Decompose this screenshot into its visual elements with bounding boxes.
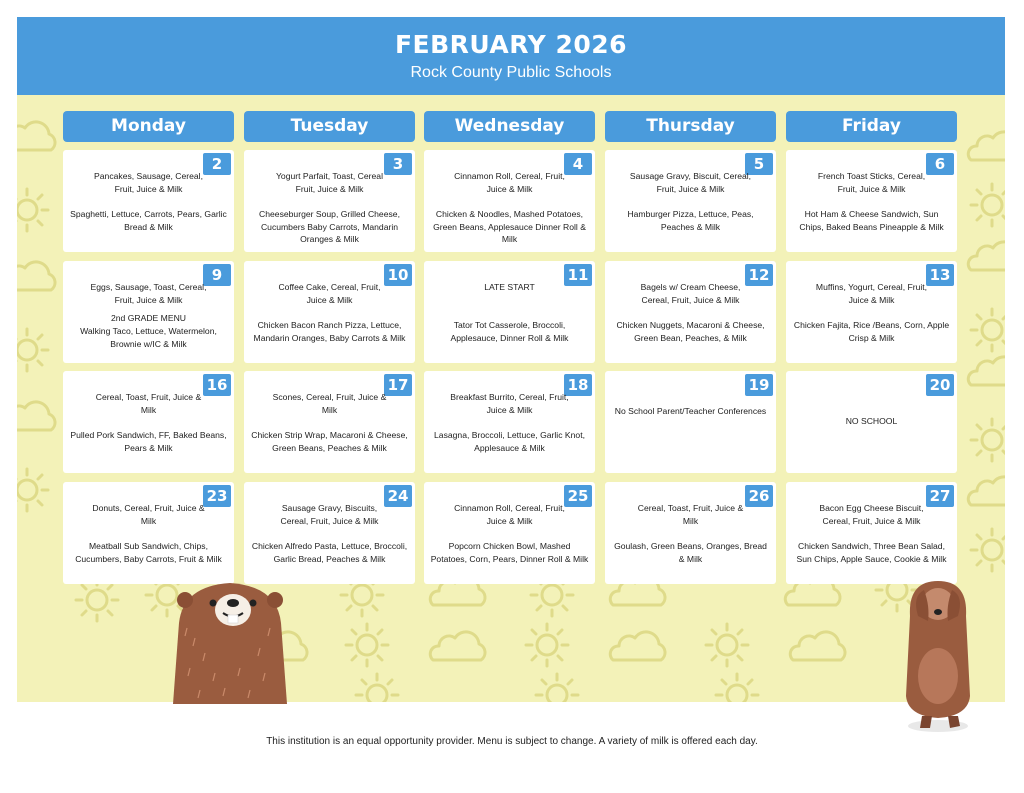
page-title: FEBRUARY 2026 [394,30,628,59]
day-cell [63,261,234,363]
breakfast-menu: Breakfast Burrito, Cereal, Fruit, Juice & Milk [450,392,569,415]
lunch-menu: Popcorn Chicken Bowl, Mashed Potatoes, Corn, Pears, Dinner Roll & Milk [430,541,589,564]
breakfast-menu: Cinnamon Roll, Cereal, Fruit, Juice & Milk [454,503,565,526]
breakfast-menu: Eggs, Sausage, Toast, Cereal, Fruit, Juice & Milk [90,282,207,305]
date-number: 18 [564,374,592,396]
lunch-menu: Tator Tot Casserole, Broccoli, Applesauce, Dinner Roll & Milk [450,320,569,343]
date-number: 24 [384,485,412,507]
day-header-monday: Monday [63,111,234,142]
date-number: 17 [384,374,412,396]
day-cell [63,371,234,473]
day-header-friday: Friday [786,111,957,142]
day-cell [244,371,415,473]
day-header-tuesday: Tuesday [244,111,415,142]
day-cell [424,150,595,252]
day-cell [63,482,234,584]
breakfast-menu: Bagels w/ Cream Cheese, Cereal, Fruit, Juice & Milk [640,282,741,305]
day-cell [63,150,234,252]
date-number: 23 [203,485,231,507]
breakfast-menu: French Toast Sticks, Cereal, Fruit, Juice & Milk [817,171,926,194]
day-cell [786,261,957,363]
breakfast-menu: Sausage Gravy, Biscuits, Cereal, Fruit, Juice & Milk [280,503,379,526]
breakfast-menu: LATE START [484,282,535,292]
date-number: 4 [564,153,592,175]
breakfast-menu: Cereal, Toast, Fruit, Juice & Milk [637,503,744,526]
date-number: 25 [564,485,592,507]
lunch-menu: Goulash, Green Beans, Oranges, Bread & Milk [614,541,767,564]
groundhog-right-illustration [898,576,978,736]
date-number: 6 [926,153,954,175]
breakfast-menu: Yogurt Parfait, Toast, Cereal Fruit, Juice & Milk [275,171,383,194]
lunch-menu: Chicken Fajita, Rice /Beans, Corn, Apple Crisp & Milk [793,320,950,343]
day-header-wednesday: Wednesday [424,111,595,142]
day-cell [786,482,957,584]
lunch-menu: Chicken Sandwich, Three Bean Salad, Sun Chips, Apple Sauce, Cookie & Milk [796,541,947,564]
lunch-menu: Chicken Strip Wrap, Macaroni & Cheese, Green Beans, Peaches & Milk [251,430,408,453]
day-cell [424,371,595,473]
day-cell [605,261,776,363]
breakfast-menu: Sausage Gravy, Biscuit, Cereal, Fruit, Juice & Milk [629,171,752,194]
breakfast-menu: Pancakes, Sausage, Cereal, Fruit, Juice & Milk [94,171,203,194]
date-number: 10 [384,264,412,286]
day-cell [605,371,776,473]
date-number: 19 [745,374,773,396]
day-cell [786,371,957,473]
date-number: 5 [745,153,773,175]
date-number: 26 [745,485,773,507]
footer-disclaimer: This institution is an equal opportunity provider. Menu is subject to change. A variety of milk is offered each day. [266,736,758,747]
breakfast-menu: Cinnamon Roll, Cereal, Fruit, Juice & Milk [454,171,565,194]
date-number: 20 [926,374,954,396]
lunch-menu: Chicken & Noodles, Mashed Potatoes, Green Beans, Applesauce Dinner Roll & Milk [433,209,586,245]
lunch-menu: Walking Taco, Lettuce, Watermelon, Brownie w/IC & Milk [80,326,217,349]
day-cell [786,150,957,252]
lunch-menu: Meatball Sub Sandwich, Chips, Cucumbers, Baby Carrots, Fruit & Milk [75,541,222,564]
breakfast-menu: Cereal, Toast, Fruit, Juice & Milk [95,392,202,415]
groundhog-left-illustration [165,578,295,704]
date-number: 9 [203,264,231,286]
day-header-thursday: Thursday [605,111,776,142]
date-number: 27 [926,485,954,507]
breakfast-menu: Scones, Cereal, Fruit, Juice & Milk [272,392,387,415]
date-number: 12 [745,264,773,286]
date-number: 2 [203,153,231,175]
lunch-menu: Pulled Pork Sandwich, FF, Baked Beans, Pears & Milk [70,430,227,453]
lunch-menu: Hot Ham & Cheese Sandwich, Sun Chips, Baked Beans Pineapple & Milk [799,209,944,232]
lunch-menu: Lasagna, Broccoli, Lettuce, Garlic Knot, Applesauce & Milk [434,430,585,453]
day-cell [424,482,595,584]
lunch-menu: No School Parent/Teacher Conferences [614,406,767,416]
date-number: 16 [203,374,231,396]
breakfast-menu: Bacon Egg Cheese Biscuit, Cereal, Fruit, Juice & Milk [819,503,924,526]
breakfast-menu: Coffee Cake, Cereal, Fruit, Juice & Milk [278,282,381,305]
day-cell [605,150,776,252]
day-cell [244,150,415,252]
date-number: 13 [926,264,954,286]
breakfast-menu: Donuts, Cereal, Fruit, Juice & Milk [92,503,205,526]
lunch-menu: Chicken Bacon Ranch Pizza, Lettuce, Mandarin Oranges, Baby Carrots & Milk [253,320,406,343]
lunch-menu: Cheeseburger Soup, Grilled Cheese, Cucumbers Baby Carrots, Mandarin Oranges & Milk [259,209,400,245]
lunch-menu: Spaghetti, Lettuce, Carrots, Pears, Garlic Bread & Milk [70,209,227,232]
day-cell [244,261,415,363]
lunch-menu: Hamburger Pizza, Lettuce, Peas, Peaches & Milk [627,209,754,232]
lunch-menu: Chicken Alfredo Pasta, Lettuce, Broccoli, Garlic Bread, Peaches & Milk [251,541,408,564]
day-cell [424,261,595,363]
lunch-menu: Chicken Nuggets, Macaroni & Cheese, Green Bean, Peaches, & Milk [616,320,765,343]
day-cell [605,482,776,584]
calendar-header [17,17,1005,95]
day-cell [244,482,415,584]
breakfast-menu: Muffins, Yogurt, Cereal, Fruit, Juice & Milk [815,282,928,305]
lunch-menu: NO SCHOOL [845,416,898,426]
school-district: Rock County Public Schools [410,64,612,81]
date-number: 11 [564,264,592,286]
special-menu-note: 2nd GRADE MENU [111,313,186,323]
date-number: 3 [384,153,412,175]
